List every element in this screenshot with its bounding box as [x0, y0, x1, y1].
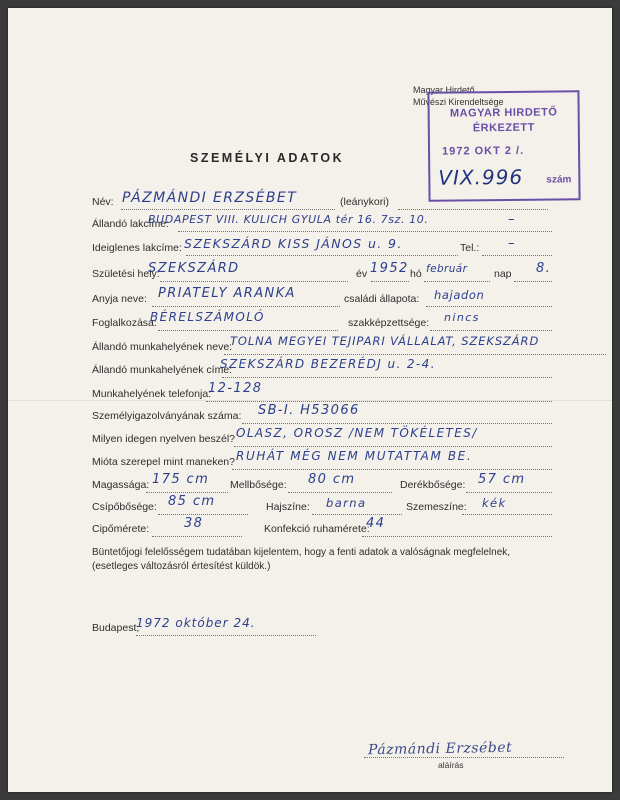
label-munkahely-cime: Állandó munkahelyének címe: — [92, 364, 233, 376]
label-cipomerete: Cipőmérete: — [92, 523, 150, 535]
value-cipomerete: 38 — [184, 516, 204, 531]
publisher-line1: Magyar Hirdető — [413, 85, 475, 95]
value-szakkepzettsege: nincs — [444, 311, 480, 324]
value-allando-tel: – — [508, 212, 516, 227]
value-hajszine: barna — [326, 496, 367, 510]
label-place: Budapest, — [92, 622, 140, 634]
label-ho: hó — [410, 268, 422, 280]
label-mellboseg: Mellbősége: — [230, 479, 287, 491]
value-szemeszine: kék — [482, 496, 507, 510]
value-maneken: RUHÁT MÉG NEM MUTATTAM BE. — [236, 449, 473, 463]
stamp-date: 1972 OKT 2 /. — [441, 144, 525, 158]
value-allando-lakcim: BUDAPEST VIII. KULICH GYULA tér 16. 7sz. 10. — [148, 213, 429, 226]
label-szakkepzettsege: szakképzettsége: — [348, 317, 430, 329]
stamp-line1: MAGYAR HIRDETŐ — [449, 106, 558, 120]
value-munkahely-neve: TOLNA MEGYEI TEJIPARI VÁLLALAT, SZEKSZÁRD — [230, 334, 540, 348]
value-szuletesi-hely: SZEKSZÁRD — [148, 261, 240, 276]
stamp-number: VIX.996 — [438, 164, 524, 190]
label-allando-lakcim: Állandó lakcíme: — [92, 218, 170, 230]
label-hajszine: Hajszíne: — [266, 501, 310, 513]
label-szuletesi-hely: Születési hely: — [92, 268, 160, 280]
value-ho: február — [426, 263, 468, 275]
value-csipoboseg: 85 cm — [168, 494, 216, 509]
label-konfekcio: Konfekció ruhamérete: — [264, 523, 370, 535]
value-magassag: 175 cm — [152, 472, 210, 487]
declaration-line2: (esetleges változásról értesítést küldök.) — [92, 561, 271, 572]
form-title: SZEMÉLYI ADATOK — [190, 151, 345, 165]
label-csaladi-allapot: családi állapota: — [344, 293, 420, 305]
value-szemelyi-szam: SB-I. H53066 — [258, 403, 360, 418]
label-anyja-neve: Anyja neve: — [92, 293, 147, 305]
publisher-line2: Művészi Kirendeltsége — [413, 97, 504, 107]
form-sheet — [8, 8, 612, 792]
label-szemeszine: Szemeszíne: — [406, 501, 467, 513]
declaration-line1: Büntetőjogi felelősségem tudatában kijelentem, hogy a fenti adatok a valóságnak megfelelnek, — [92, 547, 511, 558]
label-ideiglenes-tel: Tel.: — [460, 242, 480, 254]
value-anyja-neve: PRIATELY ARANKA — [158, 286, 296, 301]
label-foglalkozasa: Foglalkozása: — [92, 317, 157, 329]
value-ideiglenes-tel: – — [508, 236, 516, 251]
label-nap: nap — [494, 268, 512, 280]
value-ideiglenes-lakcim: SZEKSZÁRD KISS JÁNOS u. 9. — [184, 236, 403, 251]
signature-label: aláírás — [438, 760, 464, 770]
label-maneken: Mióta szerepel mint maneken? — [92, 456, 235, 468]
value-foglalkozasa: BÉRELSZÁMOLÓ — [150, 310, 265, 324]
label-szemelyi-szam: Személyigazolványának száma: — [92, 410, 242, 422]
declaration — [92, 546, 510, 574]
value-csaladi-allapot: hajadon — [434, 288, 485, 302]
label-derekboseg: Derékbősége: — [400, 479, 466, 491]
value-mellboseg: 80 cm — [308, 472, 356, 487]
value-nev: PÁZMÁNDI ERZSÉBET — [122, 190, 298, 206]
label-munkahely-neve: Állandó munkahelyének neve: — [92, 341, 233, 353]
value-nap: 8. — [536, 261, 552, 276]
label-idegen-nyelv: Milyen idegen nyelven beszél? — [92, 433, 236, 445]
label-leanykori: (leánykori) — [340, 196, 390, 208]
label-magassag: Magassága: — [92, 479, 150, 491]
value-munkahely-cime: SZEKSZÁRD BEZERÉDJ u. 2-4. — [220, 357, 436, 371]
label-munkahely-telefon: Munkahelyének telefonja: — [92, 388, 212, 400]
label-ev: év — [356, 268, 368, 280]
value-place-date: 1972 október 24. — [136, 616, 256, 630]
label-nev: Név: — [92, 196, 114, 208]
received-stamp — [427, 90, 580, 202]
value-ev: 1952 — [370, 261, 409, 276]
value-derekboseg: 57 cm — [478, 472, 526, 487]
value-konfekcio: 44 — [366, 516, 386, 531]
stamp-line2: ÉRKEZETT — [472, 121, 535, 135]
value-idegen-nyelv: OLASZ, OROSZ /NEM TÖKÉLETES/ — [236, 426, 478, 440]
stamp-unit: szám — [546, 174, 572, 186]
value-munkahely-telefon: 12-128 — [208, 381, 263, 396]
label-ideiglenes-lakcim: Ideiglenes lakcíme: — [92, 242, 182, 254]
signature: Pázmándi Erzsébet — [367, 739, 513, 759]
label-csipoboseg: Csípőbősége: — [92, 501, 157, 513]
